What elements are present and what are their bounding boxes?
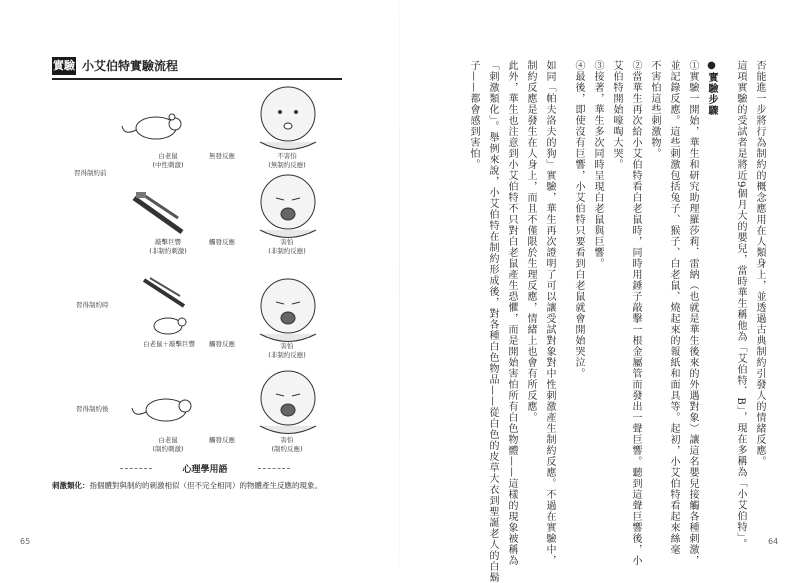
left-page: [0, 0, 400, 567]
stage-before: 習得制約前: [74, 169, 107, 177]
text-column: 否能進一步將行為制約的概念應用在人類身上，並透過古典制約引發人的情緒反應。: [754, 60, 765, 467]
text-column: 艾伯特開始嚎啕大哭。: [611, 60, 622, 170]
definition-text: 指個體對與制約的刺激相似（但不完全相同）的物體產生反應的現象。: [89, 481, 322, 490]
white-rat-small-illustration: [142, 312, 192, 336]
stage-after: 習得制約後: [76, 405, 109, 413]
page-number-left: 65: [20, 537, 31, 546]
text-column: 不害怕這些刺激物。: [649, 60, 660, 159]
page-number-right: 64: [768, 537, 779, 546]
row4-response-label: 害怕 (制約反應): [271, 436, 303, 453]
definition-term: 刺激類化：: [52, 481, 90, 490]
row4-stimulus-label: 白老鼠 (制約刺激): [152, 436, 184, 453]
row1-response-label: 不害怕 (無制約反應): [268, 152, 306, 169]
white-rat-illustration: [120, 106, 190, 146]
row4-middle-label: 觸發反應: [209, 436, 235, 444]
row2-response-label: 害怕 (非制約反應): [268, 238, 306, 255]
text-column: 制約反應是發生在人身上，而且不僅限於生理反應，情緒上也會有所反應。: [525, 60, 536, 423]
text-column: 「刺激類化」。舉例來說，小艾伯特在制約形成後，對各種白色物品——從白色的皮草大衣到聖誕老人的白鬍: [487, 60, 498, 583]
row1-middle-label: 無發反應: [209, 152, 235, 160]
text-column: ③接著，華生多次同時呈現白老鼠與巨響。: [592, 60, 603, 269]
text-column: ②當華生再次給小艾伯特看白老鼠時，同時用錘子敲擊一根金屬管而發出一聲巨響。聽到這聲巨響後，小: [630, 60, 641, 566]
calm-baby-illustration: [250, 82, 325, 152]
text-column: 如同「帕夫洛夫的狗」實驗，華生再次證明了可以讓受試對象對中性刺激產生制約反應。不過在實驗中，: [544, 60, 555, 566]
row3-middle-label: 觸發反應: [209, 340, 235, 348]
hammer-pipe-small-illustration: [140, 276, 190, 310]
text-column: 並記錄反應。這些刺激包括兔子、猴子、白老鼠、燒起來的報紙和面具等。起初，小艾伯特看起來絲毫: [668, 60, 679, 555]
row3-response-label: 害怕 (非制約反應): [268, 342, 306, 359]
row2-stimulus-label: 敲擊巨響 (非制約刺激): [149, 238, 187, 255]
text-column: 此外，華生也注意到小艾伯特不只對白老鼠產生恐懼，而是開始害怕所有白色物體——這樣的現象被稱為: [506, 60, 517, 566]
text-column: ④最後，即使沒有巨響，小艾伯特只要看到白老鼠就會開始哭泣。: [573, 60, 584, 379]
row1-stimulus-label: 白老鼠 (中性刺激): [152, 152, 184, 169]
experiment-title: 小艾伯特實驗流程: [82, 59, 179, 73]
text-column: ①實驗一開始，華生和研究助理羅莎莉．雷納（也就是華生後來的外遇對象）讓這名嬰兒接觸各種刺激，: [687, 60, 698, 566]
stage-during: 習得制約時: [76, 301, 109, 309]
row2-middle-label: 觸發反應: [209, 238, 235, 246]
right-page: [400, 0, 799, 583]
definition: [52, 480, 352, 491]
experiment-tag: 實驗: [52, 57, 76, 75]
white-rat-illustration: [130, 388, 200, 428]
text-column: ●實驗步驟: [706, 60, 717, 116]
psych-term-heading: 心理學用語: [120, 462, 290, 476]
text-column: 子——都會感到害怕。: [468, 60, 479, 170]
row3-stimulus-label: 白老鼠＋敲擊巨響: [143, 340, 195, 348]
crying-baby-illustration: [250, 170, 325, 238]
crying-baby-illustration: [250, 366, 325, 434]
crying-baby-illustration: [250, 274, 325, 342]
hammer-pipe-illustration: [126, 190, 196, 240]
text-column: 這項實驗的受試者是將近9個月大的嬰兒，當時華生稱他為「艾伯特．B」，現在多稱為「小艾伯特」。: [735, 60, 746, 550]
experiment-title-bar: [52, 54, 342, 80]
